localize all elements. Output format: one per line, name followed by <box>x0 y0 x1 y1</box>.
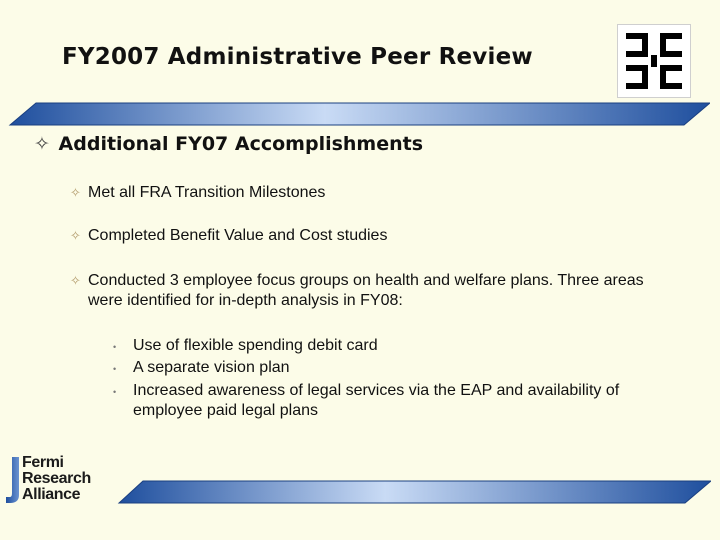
sub-list-item <box>113 358 673 378</box>
sub-list-item-text: Increased awareness of legal services via the EAP and availability of employee paid legal plans <box>133 382 620 419</box>
section-bullet-icon: ✧ <box>34 133 50 155</box>
sub-list-item-text: A separate vision plan <box>133 359 290 376</box>
diamond-bullet-icon: ✧ <box>70 273 81 288</box>
section-heading-text: Additional FY07 Accomplishments <box>58 133 424 155</box>
logo-line-3: Alliance <box>22 486 81 503</box>
logo-line-1: Fermi <box>22 454 64 471</box>
list-item-text: Met all FRA Transition Milestones <box>88 184 326 201</box>
fermilab-logo-icon <box>617 24 691 98</box>
list-item <box>70 271 670 311</box>
slide-title: FY2007 Administrative Peer Review <box>62 44 533 70</box>
logo-line-2: Research <box>22 470 91 487</box>
list-item-text: Conducted 3 employee focus groups on health and welfare plans. Three areas were identified for in-depth analysis in FY08: <box>88 272 644 309</box>
diamond-bullet-icon: ✧ <box>70 185 81 200</box>
diamond-bullet-icon: ✧ <box>70 228 81 243</box>
list-item <box>70 226 670 246</box>
dot-bullet-icon: • <box>113 342 117 352</box>
title-divider <box>8 101 710 127</box>
dot-bullet-icon: • <box>113 387 117 397</box>
sub-list-item <box>113 336 673 356</box>
logo-text <box>22 455 91 503</box>
list-item <box>70 183 670 203</box>
section-heading <box>34 133 423 155</box>
footer-divider <box>117 479 711 505</box>
list-item-text: Completed Benefit Value and Cost studies <box>88 227 388 244</box>
sub-list-item <box>113 381 673 421</box>
sub-list-item-text: Use of flexible spending debit card <box>133 337 378 354</box>
dot-bullet-icon: • <box>113 364 117 374</box>
fermi-research-alliance-logo <box>6 455 116 505</box>
